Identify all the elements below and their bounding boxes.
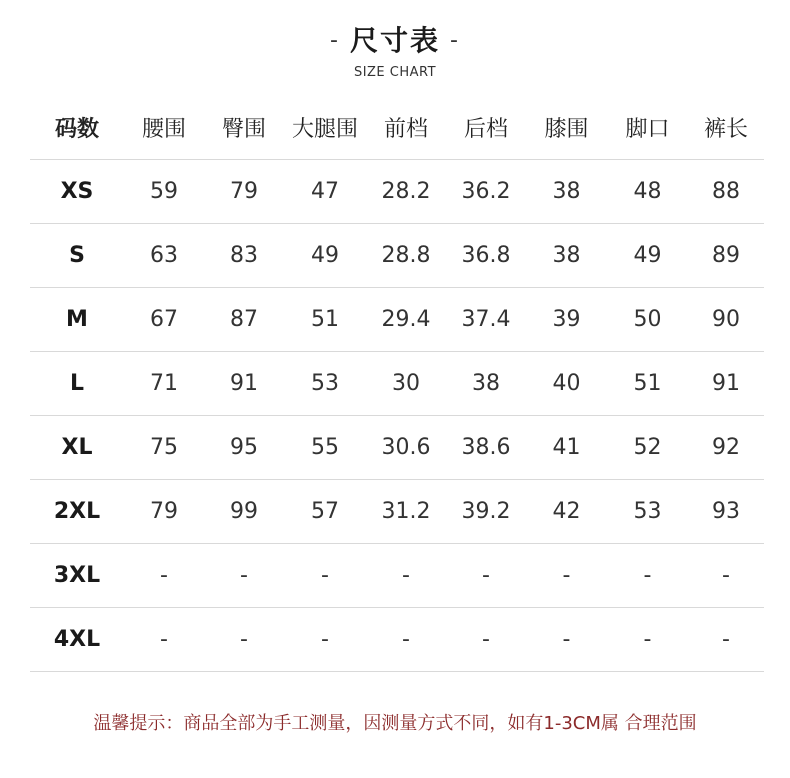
size-label: 3XL <box>53 563 101 588</box>
title-dash-left: - <box>330 28 340 53</box>
table-cell: 51 <box>633 371 662 396</box>
table-cell: 31.2 <box>381 499 431 524</box>
table-cell: 28.2 <box>381 179 431 204</box>
table-cell: - <box>482 563 490 588</box>
column-header: 膝围 <box>544 117 589 142</box>
table-cell: 59 <box>150 179 178 204</box>
table-row <box>30 480 764 544</box>
table-cell: - <box>160 627 168 652</box>
table-cell: 51 <box>311 307 339 332</box>
table-cell: 57 <box>311 499 339 524</box>
table-cell: 39.2 <box>461 499 511 524</box>
table-cell: 90 <box>712 307 740 332</box>
column-header: 腰围 <box>141 117 186 142</box>
table-cell: - <box>321 627 329 652</box>
column-header: 裤长 <box>703 117 748 142</box>
table-cell: 87 <box>230 307 258 332</box>
table-cell: 88 <box>712 179 740 204</box>
size-label: S <box>69 243 85 268</box>
table-body <box>30 160 764 672</box>
table-cell: 79 <box>230 179 258 204</box>
column-header: 脚口 <box>625 117 670 142</box>
table-cell: 40 <box>552 371 581 396</box>
table-cell: - <box>240 563 248 588</box>
size-label: XS <box>60 179 94 204</box>
table-cell: 30 <box>392 371 420 396</box>
table-header-row <box>30 96 764 160</box>
table-cell: 71 <box>150 371 178 396</box>
table-cell: - <box>643 563 652 588</box>
table-cell: 53 <box>311 371 339 396</box>
page-title <box>0 22 790 63</box>
table-row <box>30 544 764 608</box>
column-header: 大腿围 <box>291 117 358 142</box>
table-cell: 83 <box>230 243 258 268</box>
table-cell: 49 <box>311 243 339 268</box>
table-cell: 52 <box>633 435 662 460</box>
table-cell: 75 <box>150 435 178 460</box>
table-cell: - <box>482 627 490 652</box>
size-label: L <box>69 371 85 396</box>
table-row <box>30 160 764 224</box>
title-text: 尺寸表 <box>349 24 440 57</box>
table-cell: - <box>562 563 571 588</box>
table-cell: - <box>722 627 730 652</box>
table-cell: 41 <box>552 435 581 460</box>
table-cell: - <box>240 627 248 652</box>
table-row <box>30 224 764 288</box>
size-label: 2XL <box>53 499 101 524</box>
table-cell: 47 <box>311 179 339 204</box>
table-cell: 67 <box>150 307 178 332</box>
table-cell: 38 <box>552 179 581 204</box>
table-cell: - <box>402 563 410 588</box>
table-cell: - <box>722 563 730 588</box>
table-cell: 49 <box>633 243 662 268</box>
table-cell: 91 <box>712 371 740 396</box>
table-cell: - <box>562 627 571 652</box>
table-cell: 38 <box>472 371 500 396</box>
table-cell: 38 <box>552 243 581 268</box>
table-cell: 53 <box>633 499 662 524</box>
table-cell: 55 <box>311 435 339 460</box>
table-cell: 92 <box>712 435 740 460</box>
table-cell: - <box>321 563 329 588</box>
table-cell: 50 <box>633 307 662 332</box>
table-cell: - <box>643 627 652 652</box>
table-row <box>30 288 764 352</box>
table-cell: 48 <box>633 179 662 204</box>
size-label: 4XL <box>53 627 101 652</box>
table-cell: 36.2 <box>461 179 511 204</box>
table-cell: 79 <box>150 499 178 524</box>
column-header: 前档 <box>383 117 428 142</box>
table-cell: 89 <box>712 243 740 268</box>
table-cell: 95 <box>230 435 258 460</box>
table-cell: 99 <box>230 499 258 524</box>
table-row <box>30 352 764 416</box>
table-cell: 91 <box>230 371 258 396</box>
table-cell: 28.8 <box>381 243 431 268</box>
table-cell: 42 <box>552 499 581 524</box>
size-label: XL <box>61 435 93 460</box>
table-cell: 93 <box>712 499 740 524</box>
size-label: M <box>66 307 88 332</box>
table-cell: 29.4 <box>381 307 431 332</box>
table-row <box>30 608 764 672</box>
size-chart-heading <box>0 22 790 80</box>
table-cell: 39 <box>552 307 581 332</box>
table-cell: 36.8 <box>461 243 511 268</box>
title-dash-right: - <box>450 28 460 53</box>
table-cell: 30.6 <box>381 435 431 460</box>
column-header: 臀围 <box>221 117 266 142</box>
column-header: 后档 <box>463 117 508 142</box>
table-cell: 37.4 <box>461 307 511 332</box>
table-row <box>30 416 764 480</box>
table-cell: - <box>160 563 168 588</box>
column-header: 码数 <box>54 117 99 142</box>
measurement-note: 温馨提示：商品全部为手工测量，因测量方式不同，如有1-3CM属 合理范围 <box>93 713 697 734</box>
page-subtitle: SIZE CHART <box>353 65 437 80</box>
table-cell: 38.6 <box>461 435 511 460</box>
size-table <box>30 96 764 672</box>
table-cell: - <box>402 627 410 652</box>
table-cell: 63 <box>150 243 178 268</box>
